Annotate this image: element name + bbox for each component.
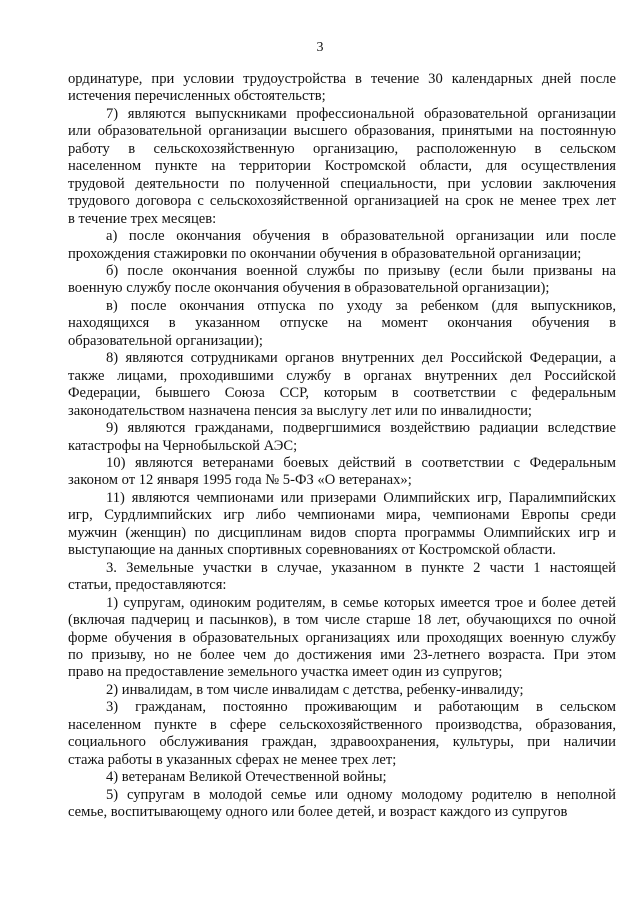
text-line: прохождения стажировки по окончании обучения в образовательной организации;	[68, 245, 582, 262]
text-line: 8) являются сотрудниками органов внутренних дел Российской Федерации, а	[106, 350, 616, 367]
paragraph	[68, 682, 616, 699]
text-line: 2) инвалидам, в том числе инвалидам с детства, ребенку-инвалиду;	[106, 681, 524, 698]
paragraph	[68, 769, 616, 786]
text-line: статьи, предоставляются:	[68, 577, 227, 594]
paragraph	[68, 490, 616, 560]
text-line: законом от 12 января 1995 года № 5-ФЗ «О ветеранах»;	[68, 472, 412, 489]
text-line: стажа работы в указанных сферах не менее трех лет;	[68, 751, 397, 768]
text-line: по призыву, но не более чем до достижения ими 23-летнего возраста. При этом	[68, 646, 616, 663]
text-line: или образовательной организации высшего образования, принятыми на постоянную	[68, 123, 616, 140]
text-line: законодательством назначена пенсия за выслугу лет или по инвалидности;	[68, 402, 532, 419]
text-line: семье, воспитывающему одного или более детей, и возраст каждого из супругов	[68, 804, 568, 821]
paragraph	[68, 420, 616, 455]
text-line: а) после окончания обучения в образовательной организации или после	[106, 228, 616, 245]
text-line: также лицами, проходившими службу в органах внутренних дел Российской	[68, 367, 616, 384]
text-line: 11) являются чемпионами или призерами Олимпийских игр, Паралимпийских	[106, 489, 616, 506]
paragraph	[68, 106, 616, 228]
paragraph	[68, 350, 616, 420]
text-line: в) после окончания отпуска по уходу за ребенком (для выпускников,	[106, 297, 616, 314]
text-line: игр, Сурдлимпийских игр либо чемпионами мира, чемпионами Европы среди	[68, 507, 616, 524]
paragraph	[68, 71, 616, 106]
text-line: образовательной организации);	[68, 332, 263, 349]
text-line: социального обслуживания граждан, здравоохранения, культуры, при наличии	[68, 734, 616, 751]
text-line: трудовой деятельности по полученной специальности, при условии заключения	[68, 175, 616, 192]
text-line: выступающие на данных спортивных соревнованиях от Костромской области.	[68, 542, 556, 559]
paragraph	[68, 787, 616, 822]
text-line: Федерации, бывшего Союза ССР, которым в соответствии с федеральным	[68, 385, 616, 402]
text-line: 4) ветеранам Великой Отечественной войны;	[106, 769, 387, 786]
text-line: катастрофы на Чернобыльской АЭС;	[68, 437, 298, 454]
text-line: мужчин (женщин) по дисциплинам видов спорта программы Олимпийских игр и	[68, 524, 616, 541]
text-line: трудового договора с сельскохозяйственной организацией на срок не менее трех лет	[68, 193, 616, 210]
document-body	[68, 71, 616, 821]
paragraph	[68, 699, 616, 769]
text-line: 3. Земельные участки в случае, указанном в пункте 2 части 1 настоящей	[106, 559, 616, 576]
text-line: населенном пункте в сфере сельскохозяйственного производства, образования,	[68, 716, 616, 733]
text-line: населенном пункте на территории Костромской области, для осуществления	[68, 158, 616, 175]
text-line: 7) являются выпускниками профессиональной образовательной организации	[106, 105, 616, 122]
text-line: 5) супругам в молодой семье или одному молодому родителю в неполной	[106, 786, 616, 803]
text-line: истечения перечисленных обстоятельств;	[68, 88, 326, 105]
paragraph	[68, 298, 616, 350]
text-line: военную службу после окончания обучения в образовательной организации);	[68, 280, 550, 297]
text-line: форме обучения в образовательных организациях или проходящих военную службу	[68, 629, 616, 646]
text-line: 10) являются ветеранами боевых действий в соответствии с Федеральным	[106, 454, 616, 471]
text-line: ординатуре, при условии трудоустройства в течение 30 календарных дней после	[68, 71, 616, 87]
paragraph	[68, 263, 616, 298]
page-number: 3	[316, 40, 324, 55]
paragraph	[68, 228, 616, 263]
text-line: 9) являются гражданами, подвергшимися воздействию радиации вследствие	[106, 420, 616, 437]
text-line: (включая падчериц и пасынков), в том числе старше 18 лет, обучающихся по очной	[68, 612, 616, 629]
text-line: в течение трех месяцев:	[68, 210, 217, 227]
text-line: право на предоставление земельного участка имеет один из супругов;	[68, 664, 503, 681]
text-line: 3) гражданам, постоянно проживающим и работающим в сельском	[106, 699, 616, 716]
text-line: б) после окончания военной службы по призыву (если были призваны на	[106, 262, 616, 279]
text-line: работу в сельскохозяйственную организацию, расположенную в сельском	[68, 140, 616, 157]
paragraph	[68, 595, 616, 682]
paragraph	[68, 560, 616, 595]
text-line: 1) супругам, одиноким родителям, в семье которых имеется трое и более детей	[106, 594, 616, 611]
paragraph	[68, 455, 616, 490]
text-line: находящихся в указанном отпуске на момент окончания обучения в	[68, 315, 616, 332]
